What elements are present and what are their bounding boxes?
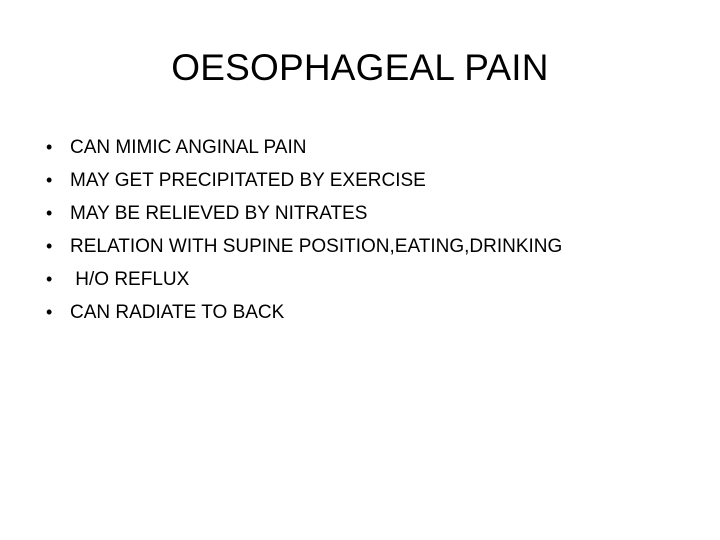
- bullet-text: RELATION WITH SUPINE POSITION,EATING,DRINKING: [70, 236, 563, 257]
- bullet-item: [46, 197, 686, 230]
- bullet-item: [46, 296, 686, 329]
- bullet-text: MAY BE RELIEVED BY NITRATES: [70, 203, 368, 224]
- bullet-icon: •: [46, 269, 53, 289]
- bullet-icon: •: [46, 236, 53, 256]
- bullet-icon: •: [46, 302, 53, 322]
- bullet-text: CAN RADIATE TO BACK: [70, 302, 285, 323]
- bullet-icon: •: [46, 170, 53, 190]
- bullet-list: [46, 131, 686, 329]
- bullet-item: [46, 164, 686, 197]
- bullet-item: [46, 131, 686, 164]
- bullet-item: [46, 230, 686, 263]
- bullet-text: CAN MIMIC ANGINAL PAIN: [70, 137, 307, 158]
- bullet-icon: •: [46, 137, 53, 157]
- bullet-icon: •: [46, 203, 53, 223]
- bullet-item: [46, 263, 686, 296]
- bullet-text: H/O REFLUX: [70, 269, 190, 290]
- slide-title: OESOPHAGEAL PAIN: [171, 47, 549, 88]
- bullet-text: MAY GET PRECIPITATED BY EXERCISE: [70, 170, 426, 191]
